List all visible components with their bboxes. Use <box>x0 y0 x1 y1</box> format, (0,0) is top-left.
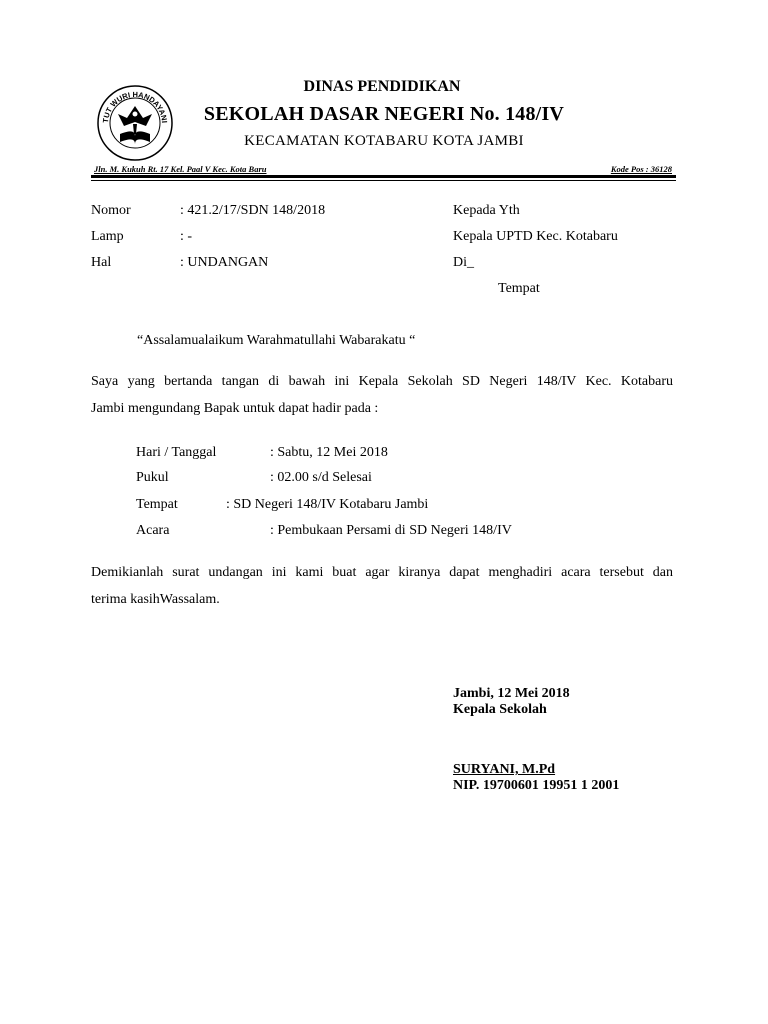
greeting: “Assalamualaikum Warahmatullahi Wabarakatu “ <box>137 333 416 348</box>
recipient-salutation: Kepada Yth <box>453 203 520 218</box>
detail-place-label: Tempat <box>136 497 178 512</box>
nomor-label: Nomor <box>91 203 131 218</box>
closing-line-1: Demikianlah surat undangan ini kami buat agar kiranya dapat menghadiri acara tersebut dan <box>91 565 673 580</box>
intro-paragraph <box>91 368 673 422</box>
letterhead-postal-code: Kode Pos : 36128 <box>610 164 672 174</box>
detail-event-value: : Pembukaan Persami di SD Negeri 148/IV <box>270 523 512 538</box>
signature-name: SURYANI, M.Pd <box>453 762 556 777</box>
intro-line-2: Jambi mengundang Bapak untuk dapat hadir pada : <box>91 401 379 416</box>
letterhead-school-name: SEKOLAH DASAR NEGERI No. 148/IV <box>203 103 565 125</box>
detail-place-value: : SD Negeri 148/IV Kotabaru Jambi <box>226 497 429 512</box>
svg-text:TUT WURI HANDAYANI: TUT WURI HANDAYANI <box>100 89 169 124</box>
lamp-value: : - <box>180 229 193 244</box>
signature-position: Kepala Sekolah <box>453 702 547 717</box>
recipient-place: Tempat <box>498 281 540 296</box>
letterhead-divider-thin <box>91 180 676 181</box>
closing-line-2: terima kasihWassalam. <box>91 592 220 607</box>
lamp-label: Lamp <box>91 229 124 244</box>
letterhead-department: DINAS PENDIDIKAN <box>303 78 461 95</box>
hal-label: Hal <box>91 255 112 270</box>
letterhead-divider-thick <box>91 175 676 178</box>
closing-paragraph <box>91 559 673 613</box>
recipient-at: Di_ <box>453 255 474 270</box>
detail-event-label: Acara <box>136 523 170 538</box>
detail-time-label: Pukul <box>136 470 169 485</box>
detail-time-value: : 02.00 s/d Selesai <box>270 470 372 485</box>
signature-nip: NIP. 19700601 19951 1 2001 <box>453 778 620 793</box>
detail-date-value: : Sabtu, 12 Mei 2018 <box>270 445 388 460</box>
letterhead-address: Jln. M. Kukuh Rt. 17 Kel. Paal V Kec. Kota Baru <box>94 164 267 174</box>
letterhead-district: KECAMATAN KOTABARU KOTA JAMBI <box>244 133 524 149</box>
intro-line-1: Saya yang bertanda tangan di bawah ini Kepala Sekolah SD Negeri 148/IV Kec. Kotabaru <box>91 374 673 389</box>
signature-place-date: Jambi, 12 Mei 2018 <box>453 686 570 701</box>
nomor-value: : 421.2/17/SDN 148/2018 <box>180 203 326 218</box>
detail-date-label: Hari / Tanggal <box>136 445 217 460</box>
hal-value: : UNDANGAN <box>180 255 269 270</box>
recipient-title: Kepala UPTD Kec. Kotabaru <box>453 229 618 244</box>
